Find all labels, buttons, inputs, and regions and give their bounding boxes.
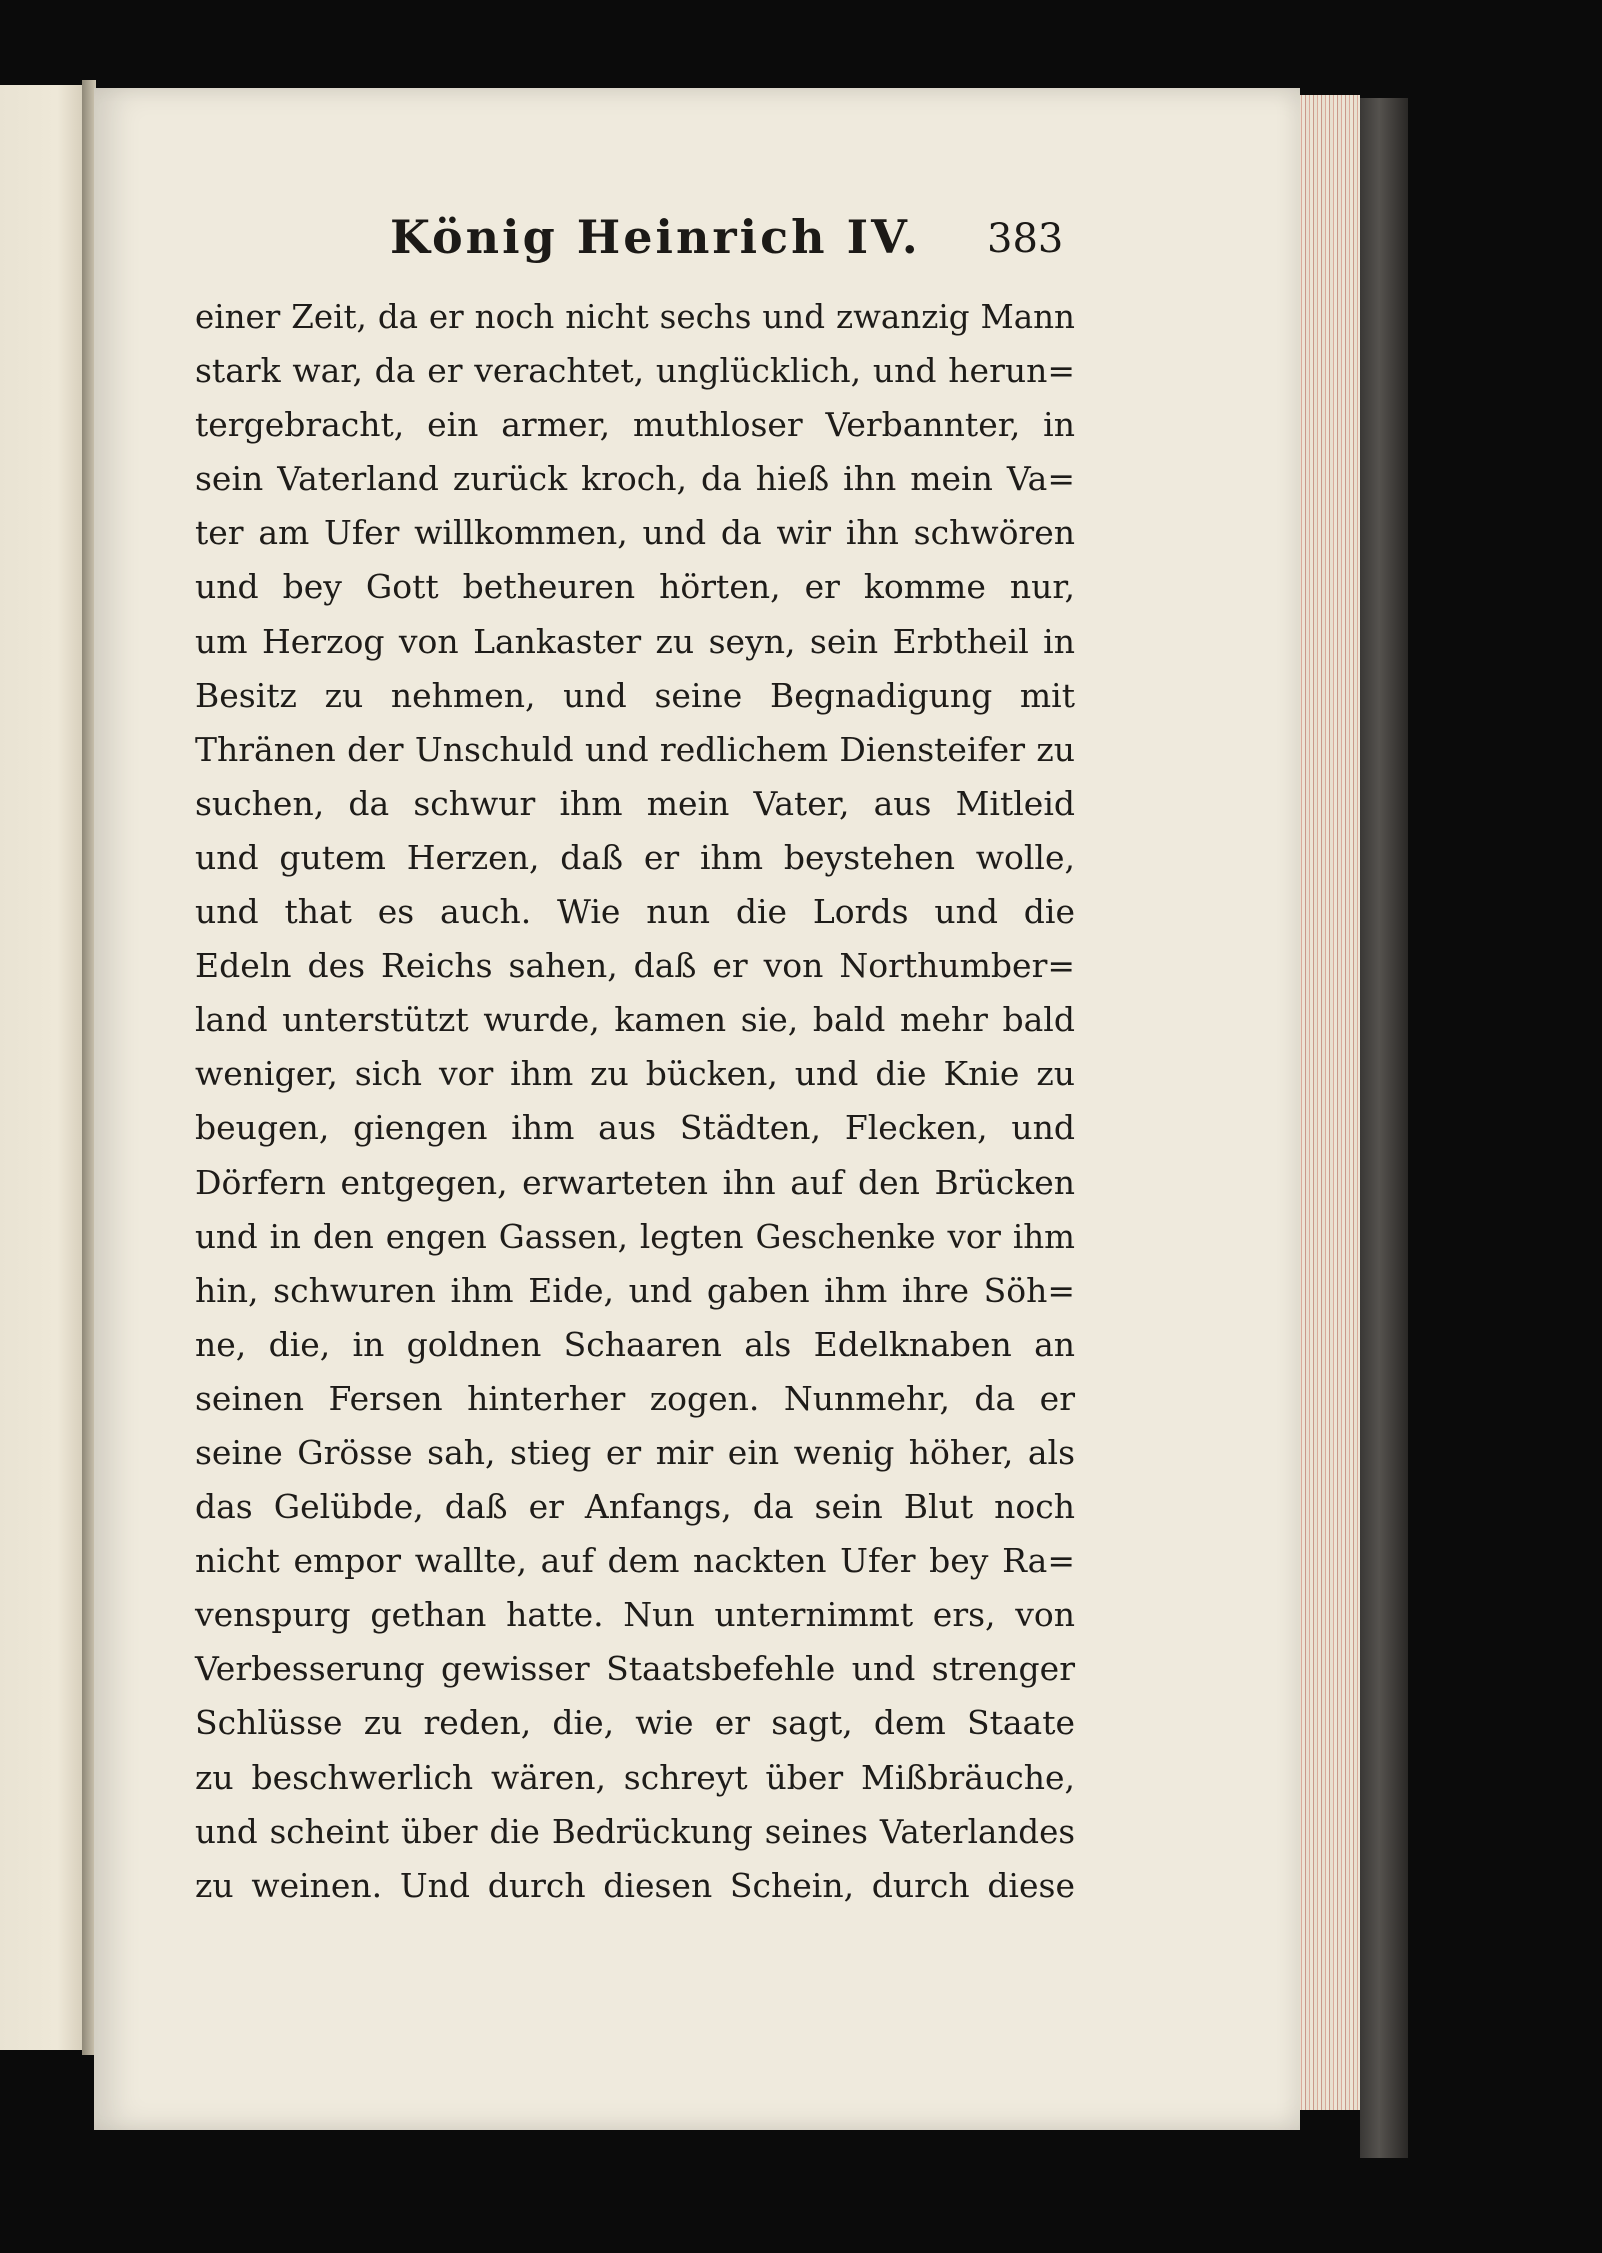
page-block-edges [1298, 95, 1360, 2110]
page-header [390, 210, 1090, 280]
text-line: beugen, giengen ihm aus Städten, Flecken, und [195, 1108, 1075, 1148]
text-line: sein Vaterland zurück kroch, da hieß ihn mein Va= [195, 459, 1075, 499]
text-line: einer Zeit, da er noch nicht sechs und zwanzig Mann [195, 298, 1075, 336]
text-line: seine Grösse sah, stieg er mir ein wenig höher, als [195, 1432, 1075, 1472]
text-line: ter am Ufer willkommen, und da wir ihn schwören [195, 513, 1075, 553]
text-line: zu weinen. Und durch diesen Schein, durch diese [195, 1865, 1075, 1905]
text-line: und scheint über die Bedrückung seines Vaterlandes [195, 1812, 1075, 1851]
text-line: das Gelübde, daß er Anfangs, da sein Blut noch [195, 1487, 1075, 1527]
text-line: seinen Fersen hinterher zogen. Nunmehr, da er [195, 1378, 1075, 1418]
text-line: und gutem Herzen, daß er ihm beystehen wolle, [195, 837, 1075, 877]
text-line: Thränen der Unschuld und redlichem Diensteifer zu [195, 729, 1075, 769]
text-line: Schlüsse zu reden, die, wie er sagt, dem Staate [195, 1703, 1075, 1743]
text-line: land unterstützt wurde, kamen sie, bald mehr bald [195, 1000, 1075, 1040]
text-line: ne, die, in goldnen Schaaren als Edelknaben an [195, 1324, 1075, 1364]
running-head: König Heinrich IV. [390, 210, 921, 264]
text-line: Besitz zu nehmen, und seine Begnadigung mit [195, 675, 1075, 715]
text-line: und bey Gott betheuren hörten, er komme nur, [195, 567, 1075, 607]
left-page-edge [0, 85, 82, 2050]
text-line: Dörfern entgegen, erwarteten ihn auf den Brücken [195, 1162, 1075, 1202]
text-line: zu beschwerlich wären, schreyt über Mißbräuche, [195, 1757, 1075, 1797]
text-line: suchen, da schwur ihm mein Vater, aus Mitleid [195, 783, 1075, 823]
text-line: und in den engen Gassen, legten Geschenke vor ihm [195, 1217, 1075, 1256]
text-line: weniger, sich vor ihm zu bücken, und die Knie zu [195, 1054, 1075, 1094]
book-cover-edge [1360, 98, 1408, 2158]
text-line: um Herzog von Lankaster zu seyn, sein Erbtheil in [195, 621, 1075, 661]
body-text [195, 290, 1075, 1913]
text-line: nicht empor wallte, auf dem nackten Ufer bey Ra= [195, 1541, 1075, 1581]
text-line: Verbesserung gewisser Staatsbefehle und strenger [195, 1649, 1075, 1689]
text-line: hin, schwuren ihm Eide, und gaben ihm ihre Söh= [195, 1270, 1075, 1310]
text-line: und that es auch. Wie nun die Lords und die [195, 892, 1075, 932]
text-line: venspurg gethan hatte. Nun unternimmt ers, von [195, 1595, 1075, 1635]
text-line: Edeln des Reichs sahen, daß er von Northumber= [195, 946, 1075, 986]
page-number: 383 [987, 216, 1064, 262]
text-line: stark war, da er verachtet, unglücklich, und herun= [195, 351, 1075, 391]
text-line: tergebracht, ein armer, muthloser Verbannter, in [195, 405, 1075, 445]
